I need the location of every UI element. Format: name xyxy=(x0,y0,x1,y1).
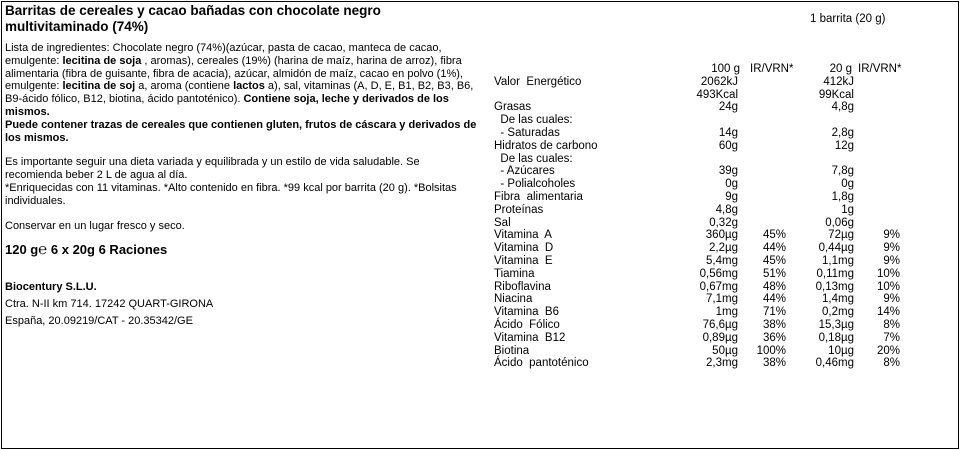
value-20g: 4,8g xyxy=(831,101,854,114)
ingredients-part: a), sal, vitaminas (A, D, E, B1, B2, B3, B6, B9-ácido fólico, B12, biotina, ácido pantoténico). xyxy=(5,80,474,106)
nutrient-name: Grasas xyxy=(494,101,532,114)
value-100g: 7,1mg xyxy=(706,293,738,306)
value-100g: 2,3mg xyxy=(706,357,738,370)
value-20g: 0,06g xyxy=(825,216,854,229)
left-panel xyxy=(5,42,477,328)
table-row xyxy=(494,89,914,102)
pack-info: 6 x 20g 6 Raciones xyxy=(50,242,168,258)
nutrient-name: Sal xyxy=(494,216,511,229)
vrn-100g: 38% xyxy=(762,357,786,370)
nutrient-name: Fibra alimentaria xyxy=(494,190,583,203)
value-20g: 0,2mg xyxy=(822,306,854,319)
allergen: lactos xyxy=(233,80,265,93)
nutrient-name: Tiamina xyxy=(494,267,535,280)
header-100g: 100 g xyxy=(711,63,740,75)
value-100g: 2062kJ xyxy=(700,75,738,88)
table-row xyxy=(494,191,914,204)
vrn-100g: 45% xyxy=(762,229,786,242)
nutrient-name: Ácido Fólico xyxy=(494,318,560,331)
net-weight-line xyxy=(5,241,477,259)
nutrient-name: Hidratos de carbono xyxy=(494,139,598,152)
header-20g: 20 g xyxy=(829,63,852,75)
value-100g: 0,32g xyxy=(709,216,738,229)
value-100g: 0,67mg xyxy=(699,280,738,293)
table-row xyxy=(494,255,914,268)
company-address: Ctra. N-II km 714. 17242 QUART-GIRONA xyxy=(5,297,214,310)
allergen: lecitina de soja xyxy=(62,54,142,67)
value-100g: 14g xyxy=(718,126,738,139)
advice-text: Es importante seguir una dieta variada y equilibrada y un estilo de vida saludable. Se recomienda beber 2 L de agua al día. xyxy=(5,156,420,182)
value-20g: 1g xyxy=(841,203,854,216)
table-row xyxy=(494,140,914,153)
nutrient-name: Vitamina D xyxy=(494,242,554,255)
value-20g: 0,18µg xyxy=(818,331,854,344)
table-row xyxy=(494,306,914,319)
nutrient-name: De las cuales: xyxy=(494,152,573,165)
value-20g: 10µg xyxy=(828,344,854,357)
nutrition-rows xyxy=(494,76,914,370)
storage-text: Conservar en un lugar fresco y seco. xyxy=(5,219,185,232)
value-100g: 360µg xyxy=(705,229,738,242)
nutrient-name: Proteínas xyxy=(494,203,544,216)
value-20g: 72µg xyxy=(828,229,854,242)
net-weight: 120 g xyxy=(5,242,39,258)
value-20g: 2,8g xyxy=(831,126,854,139)
value-100g: 1mg xyxy=(715,306,738,319)
table-row xyxy=(494,293,914,306)
value-20g: 0,46mg xyxy=(815,357,854,370)
nutrient-name: - Saturadas xyxy=(494,126,560,139)
vrn-20g: 9% xyxy=(883,293,900,306)
nutrition-table xyxy=(494,63,914,370)
nutrient-name: Biotina xyxy=(494,344,530,357)
value-20g: 7,8g xyxy=(831,165,854,178)
nutrient-name: De las cuales: xyxy=(494,114,573,127)
estimated-sign-icon: ℮ xyxy=(38,241,48,259)
value-20g: 12g xyxy=(834,139,854,152)
claims-text: *Enriquecidas con 11 vitaminas. *Alto contenido en fibra. *99 kcal por barrita (20 g). *Bolsitas individuales. xyxy=(5,181,457,207)
vrn-20g: 20% xyxy=(876,344,900,357)
company-registry: España, 20.09219/CAT - 20.35342/GE xyxy=(5,314,193,327)
table-row xyxy=(494,153,914,166)
allergen: lecitina de soj xyxy=(62,80,136,93)
value-100g: 50µg xyxy=(712,344,738,357)
vrn-100g: 71% xyxy=(762,306,786,319)
vrn-100g: 51% xyxy=(762,267,786,280)
value-20g: 15,3µg xyxy=(818,318,854,331)
value-100g: 24g xyxy=(718,101,738,114)
value-100g: 0,89µg xyxy=(702,331,738,344)
vrn-100g: 45% xyxy=(762,254,786,267)
vrn-20g: 8% xyxy=(883,357,900,370)
table-row xyxy=(494,345,914,358)
vrn-100g: 38% xyxy=(762,318,786,331)
value-100g: 0,56mg xyxy=(699,267,738,280)
value-20g: 0g xyxy=(841,178,854,191)
table-row xyxy=(494,242,914,255)
table-row xyxy=(494,127,914,140)
nutrient-name: Niacina xyxy=(494,293,533,306)
nutrient-name: Riboflavina xyxy=(494,280,551,293)
value-20g: 0,13mg xyxy=(815,280,854,293)
value-20g: 99Kcal xyxy=(818,88,854,101)
nutrient-name: Vitamina E xyxy=(494,254,553,267)
nutrient-name: Vitamina B6 xyxy=(494,306,559,319)
ingredients-part: , aromas), cereales (19%) (harina de maíz, harina de arroz), fibra alimentaria (fibra de guisante, fibra de acacia), azúcar, almidón de maíz, cacao en polvo (1%), emulgente: xyxy=(5,54,463,93)
value-100g: 493Kcal xyxy=(696,88,738,101)
traces-warning: Puede contener trazas de cereales que contienen gluten, frutos de cáscara y derivados de los mismos. xyxy=(5,118,477,144)
value-20g: 1,8g xyxy=(831,190,854,203)
ingredients-part: a, aroma (contiene xyxy=(135,80,234,93)
vrn-20g: 8% xyxy=(883,318,900,331)
portion-label: 1 barrita (20 g) xyxy=(810,13,886,25)
value-100g: 2,2µg xyxy=(708,242,738,255)
vrn-100g: 48% xyxy=(762,280,786,293)
vrn-20g: 14% xyxy=(876,306,900,319)
nutrient-name: Vitamina A xyxy=(494,229,552,242)
nutrient-name: Vitamina B12 xyxy=(494,331,566,344)
value-20g: 412kJ xyxy=(823,75,854,88)
vrn-100g: 100% xyxy=(756,344,786,357)
table-row xyxy=(494,281,914,294)
nutrient-name: Ácido pantoténico xyxy=(494,357,589,370)
vrn-100g: 44% xyxy=(762,293,786,306)
vrn-20g: 9% xyxy=(883,229,900,242)
nutrient-name: Valor Energético xyxy=(494,75,582,88)
vrn-20g: 9% xyxy=(883,242,900,255)
nutrient-name: - Azúcares xyxy=(494,165,555,178)
value-20g: 0,44µg xyxy=(818,242,854,255)
vrn-20g: 7% xyxy=(883,331,900,344)
value-20g: 0,11mg xyxy=(816,267,854,280)
vrn-100g: 44% xyxy=(762,242,786,255)
value-100g: 4,8g xyxy=(715,203,738,216)
value-100g: 5,4mg xyxy=(706,254,738,267)
table-row xyxy=(494,165,914,178)
vrn-20g: 10% xyxy=(876,280,900,293)
value-100g: 0g xyxy=(725,178,738,191)
vrn-20g: 10% xyxy=(876,267,900,280)
ingredients-part: Lista de ingredientes: Chocolate negro (74%)(azúcar, pasta de cacao, manteca de cacao, emulgente: xyxy=(5,42,442,67)
allergen-statement: Contiene soja, leche y derivados de los mismos. xyxy=(5,93,449,118)
value-20g: 1,4mg xyxy=(822,293,854,306)
header-vrn-20: IR/VRN* xyxy=(858,63,902,75)
nutrition-header xyxy=(494,63,914,76)
vrn-100g: 36% xyxy=(762,331,786,344)
company-name: Biocentury S.L.U. xyxy=(5,281,97,294)
value-100g: 76,6µg xyxy=(702,318,738,331)
table-row xyxy=(494,217,914,230)
table-row xyxy=(494,332,914,345)
value-100g: 60g xyxy=(718,139,738,152)
table-row xyxy=(494,357,914,370)
table-row xyxy=(494,204,914,217)
ingredients-text xyxy=(5,42,477,119)
value-20g: 1,1mg xyxy=(822,254,854,267)
table-row xyxy=(494,114,914,127)
value-100g: 39g xyxy=(718,165,738,178)
table-row xyxy=(494,178,914,191)
table-row xyxy=(494,268,914,281)
table-row xyxy=(494,229,914,242)
table-row xyxy=(494,76,914,89)
product-title: Barritas de cereales y cacao bañadas con chocolate negro multivitaminado (74%) xyxy=(5,3,381,34)
table-row xyxy=(494,319,914,332)
header-vrn-100: IR/VRN* xyxy=(750,63,794,75)
value-100g: 9g xyxy=(725,190,738,203)
vrn-20g: 9% xyxy=(883,254,900,267)
table-row xyxy=(494,101,914,114)
nutrient-name: - Polialcoholes xyxy=(494,178,576,191)
